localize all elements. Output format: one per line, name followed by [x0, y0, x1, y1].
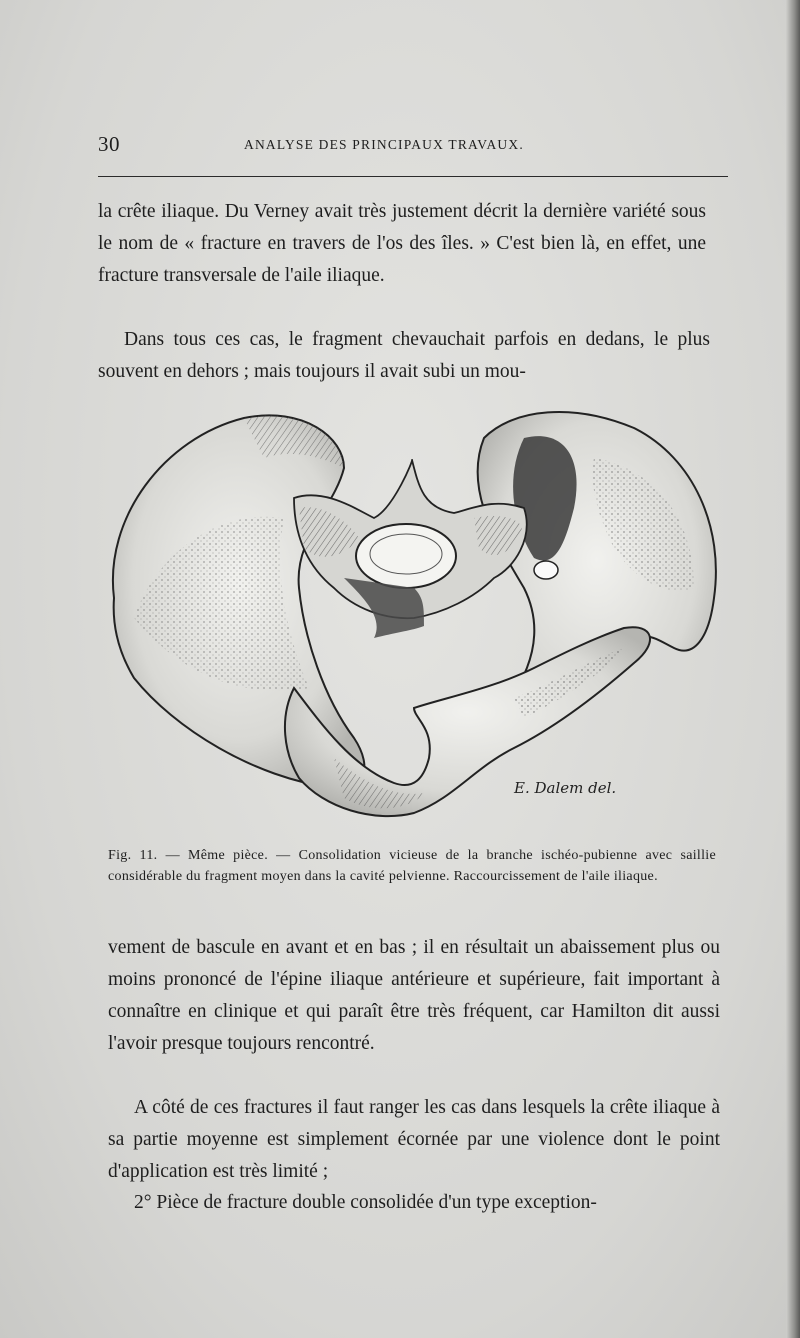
paragraph-3: vement de bascule en avant et en bas ; il en résultait un abaissement plus ou moins prononcé de l'épine iliaque antérieure et supérieure, fait important à connaître en clinique et qui paraît être très fréquent, car Hamilton dit aussi l'avoir presque toujours rencontré. [108, 937, 720, 1054]
paragraph-1: la crête iliaque. Du Verney avait très justement décrit la dernière variété sous le nom de « fracture en travers de l'os des îles. » C'est bien là, en effet, une fracture transversale de l'aile iliaque. [98, 201, 706, 286]
header-rule [98, 176, 728, 177]
engraver-signature: E. Dalem del. [514, 779, 617, 797]
page-header [98, 132, 728, 162]
paragraph-2: Dans tous ces cas, le fragment chevauchait parfois en dedans, le plus souvent en dehors ; mais toujours il avait subi un mou- [98, 329, 710, 382]
paragraph-5: 2° Pièce de fracture double consolidée d'un type exception- [134, 1192, 597, 1213]
running-head: ANALYSE DES PRINCIPAUX TRAVAUX. [244, 137, 524, 152]
paragraph-4: A côté de ces fractures il faut ranger les cas dans lesquels la crête iliaque à sa partie moyenne est simplement écornée par une violence dont le point d'application est très limité ; [108, 1097, 720, 1182]
figure-pelvis-illustration [94, 398, 724, 838]
figure-caption: Fig. 11. — Même pièce. — Consolidation vicieuse de la branche ischéo-pubienne avec saillie considérable du fragment moyen dans la cavité pelvienne. Raccourcissement de l'aile iliaque. [108, 848, 716, 884]
page-edge-shadow [786, 0, 800, 1338]
right-foramen [534, 561, 558, 579]
page-number: 30 [98, 132, 120, 156]
pelvis-engraving [94, 398, 724, 838]
